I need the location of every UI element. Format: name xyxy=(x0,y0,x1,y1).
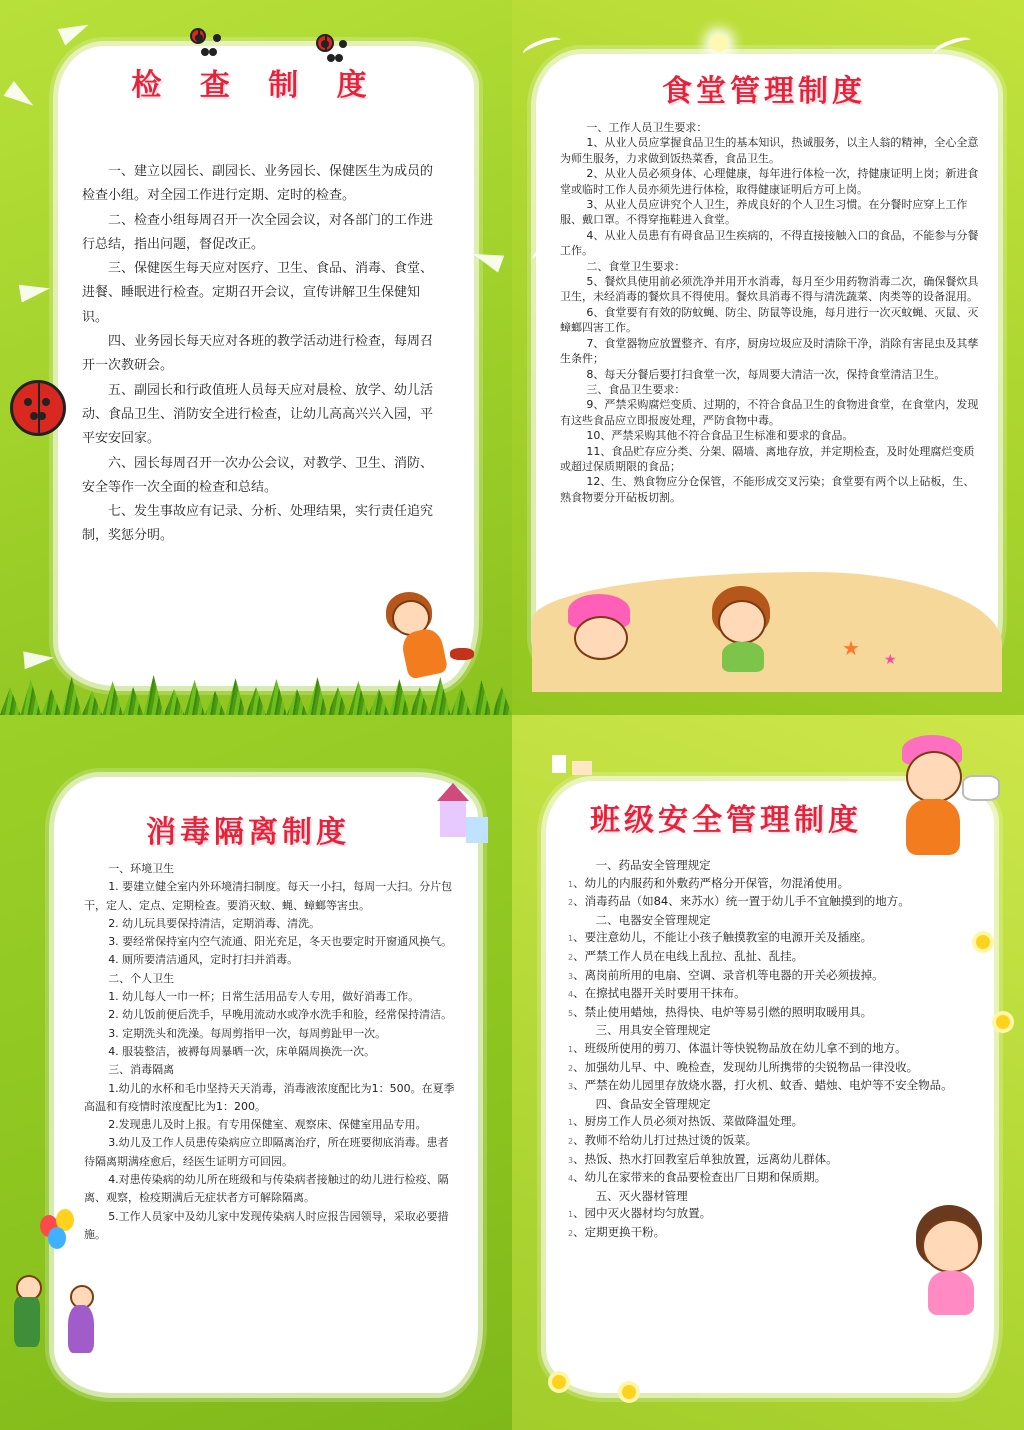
rule-paragraph: 4.对患传染病的幼儿所在班级和与传染病者接触过的幼儿进行检疫、隔离、观察，检疫期满后无症状者方可解除隔离。 xyxy=(84,1173,449,1205)
flower-icon xyxy=(996,1015,1010,1029)
rule-paragraph: 2.发现患儿及时上报。有专用保健室、观察床、保健室用品专用。 xyxy=(108,1118,427,1132)
windmill-icon xyxy=(552,755,566,773)
section-heading: 一、药品安全管理规定 xyxy=(595,858,711,872)
rule-paragraph: 5.工作人员家中及幼儿家中发现传染病人时应报告园领导，采取必要措施。 xyxy=(84,1209,449,1241)
ladybug-icon xyxy=(190,28,206,44)
rule-paragraph: 9、严禁采购腐烂变质、过期的，不符合食品卫生的食物进食堂，在食堂内，发现有这些食品应立即报废处理，严防食物中毒。 xyxy=(560,398,979,427)
family-icon xyxy=(10,1275,100,1375)
house-icon xyxy=(466,817,488,843)
rule-paragraph: 11、食品贮存应分类、分架、隔墙、离地存放，并定期检查，及时处理腐烂变质或超过保质期限的食品； xyxy=(560,444,975,473)
rule-paragraph: 1. 幼儿每人一巾一杯；日常生活用品专人专用，做好消毒工作。 xyxy=(108,990,420,1004)
ladybug-icon xyxy=(316,34,334,52)
rule-item: 3、热饭、热水打回教室后单独放置，远离幼儿群体。 xyxy=(568,1151,838,1166)
rule-paragraph: 2、从业人员必须身体、心理健康，每年进行体检一次，持健康证明上岗；新进食堂或临时工作人员亦须先进行体检，取得健康证明后方可上岗。 xyxy=(560,167,979,196)
rule-paragraph: 4. 服装整洁，被褥每周暴晒一次，床单隔周换洗一次。 xyxy=(108,1044,376,1058)
rule-paragraph: 6、食堂要有有效的防蚊蝇、防尘、防鼠等设施，每月进行一次灭蚊蝇、灭鼠、灭蟑螂四害工作。 xyxy=(560,305,979,335)
paper-plane-icon xyxy=(470,245,504,272)
rule-item: 1、要注意幼儿，不能让小孩子触摸教室的电源开关及插座。 xyxy=(568,930,873,945)
rule-paragraph: 3、从业人员应讲究个人卫生，养成良好的个人卫生习惯。在分餐时应穿上工作服、戴口罩。不得穿拖鞋进入食堂。 xyxy=(560,198,968,227)
rule-paragraph: 5、餐炊具使用前必须洗净并用开水消毒，每月至少用药物消毒二次，确保餐炊具卫生，未经消毒的餐炊具不得使用。餐炊具消毒不得与清洗蔬菜、肉类等的设备混用。 xyxy=(560,275,979,304)
rule-paragraph: 3. 要经常保持室内空气流通、阳光充足，冬天也要定时开窗通风换气。 xyxy=(108,935,453,949)
rule-paragraph: 一、建立以园长、副园长、业务园长、保健医生为成员的检查小组。对全园工作进行定期、定时的检查。 xyxy=(82,164,434,204)
ladybug-icon xyxy=(10,380,66,436)
rule-paragraph: 3.幼儿及工作人员患传染病应立即隔离治疗，所在班要彻底消毒。患者待隔离期满痊愈后，经医生证明方可回园。 xyxy=(84,1136,449,1168)
rule-item: 2、严禁工作人员在电线上乱拉、乱扯、乱挂。 xyxy=(568,948,804,963)
rule-paragraph: 三、保健医生每天应对医疗、卫生、食品、消毒、食堂、进餐、睡眠进行检查。定期召开会议，宣传讲解卫生保健知识。 xyxy=(82,261,434,325)
paper-plane-icon xyxy=(23,649,54,670)
rule-paragraph: 1.幼儿的水杯和毛巾坚持天天消毒，消毒液浓度配比为1：500。在夏季高温和有疫情时浓度配比为1：200。 xyxy=(84,1081,455,1113)
starfish-icon: ★ xyxy=(884,652,897,668)
panel-class-safety-rules xyxy=(512,715,1024,1430)
section-heading: 五、灭火器材管理 xyxy=(595,1188,688,1203)
flower-icon xyxy=(552,1375,566,1389)
balloons-icon xyxy=(48,1227,66,1249)
seagull-icon xyxy=(521,34,563,61)
house-icon xyxy=(437,783,469,801)
rule-paragraph: 一、工作人员卫生要求： xyxy=(586,121,708,134)
rule-paragraph: 7、食堂器物应放置整齐、有序，厨房垃圾应及时清除干净，消除有害昆虫及其孳生条件； xyxy=(560,336,979,366)
rule-item: 2、消毒药品（如84、来苏水）统一置于幼儿手不宜触摸到的地方。 xyxy=(568,894,910,909)
rule-item: 4、幼儿在家带来的食品要检查出厂日期和保质期。 xyxy=(568,1170,827,1185)
rule-item: 1、厨房工作人员必须对热饭、菜做降温处理。 xyxy=(568,1114,804,1129)
flower-icon xyxy=(622,1385,636,1399)
page-title: 食堂管理制度 xyxy=(662,74,866,109)
rule-paragraph: 六、园长每周召开一次办公会议，对教学、卫生、消防、安全等作一次全面的检查和总结。 xyxy=(82,455,434,495)
rule-item: 3、离岗前所用的电扇、空调、录音机等电器的开关必须拔掉。 xyxy=(568,967,884,982)
rule-paragraph: 四、业务园长每天应对各班的教学活动进行检查，每周召开一次教研会。 xyxy=(82,334,434,374)
house-icon xyxy=(440,801,466,837)
rule-paragraph: 3. 定期洗头和洗澡。每周剪指甲一次，每周剪趾甲一次。 xyxy=(108,1026,387,1040)
rule-item: 1、园中灭火器材均匀放置。 xyxy=(568,1206,712,1221)
rule-paragraph: 4. 厕所要清洁通风，定时打扫并消毒。 xyxy=(108,953,299,967)
rule-item: 4、在擦拭电器开关时要用干抹布。 xyxy=(568,986,746,1001)
rule-paragraph: 二、个人卫生 xyxy=(108,971,175,985)
section-heading: 三、用具安全管理规定 xyxy=(595,1023,711,1038)
kids-playing-icon xyxy=(562,586,782,696)
rules-text xyxy=(568,857,986,1242)
rule-item: 1、班级所使用的剪刀、体温计等快锐物品放在幼儿拿不到的地方。 xyxy=(568,1040,907,1055)
rule-paragraph: 五、副园长和行政值班人员每天应对晨检、放学、幼儿活动、食品卫生、消防安全进行检查，让幼儿高高兴兴入园，平平安安回家。 xyxy=(82,382,434,447)
rule-paragraph: 4、从业人员患有有碍食品卫生疾病的，不得直接接触入口的食品，不能参与分餐工作。 xyxy=(560,228,979,258)
rule-paragraph: 二、食堂卫生要求： xyxy=(586,259,686,273)
paper-plane-icon xyxy=(58,17,93,46)
rules-text xyxy=(82,160,434,549)
rule-paragraph: 三、食品卫生要求： xyxy=(586,382,686,396)
panel-disinfection-rules xyxy=(0,715,512,1430)
rule-paragraph: 12、生、熟食物应分仓保管，不能形成交叉污染；食堂要有两个以上砧板，生、熟食物要分开砧板切割。 xyxy=(560,475,975,504)
running-girl-icon xyxy=(380,590,490,700)
rule-item: 1、幼儿的内服药和外敷药严格分开保管，勿混淆使用。 xyxy=(568,875,850,890)
page-title: 消毒隔离制度 xyxy=(146,815,350,850)
rule-item: 2、教师不给幼儿打过热过烫的饭菜。 xyxy=(568,1132,758,1147)
rule-paragraph: 2. 幼儿玩具要保持清洁，定期消毒、清洗。 xyxy=(108,916,321,930)
paper-plane-icon xyxy=(19,280,52,303)
rule-paragraph: 三、消毒隔离 xyxy=(108,1063,175,1077)
rule-paragraph: 七、发生事故应有记录、分析、处理结果，实行责任追究制，奖惩分明。 xyxy=(82,504,434,544)
rule-paragraph: 10、严禁采购其他不符合食品卫生标准和要求的食品。 xyxy=(586,429,854,443)
rule-paragraph: 2. 幼儿饭前便后洗手，早晚用流动水或净水洗手和脸，经常保持清洁。 xyxy=(108,1008,453,1022)
rule-item: 2、加强幼儿早、中、晚检查，发现幼儿所携带的尖锐物品一律没收。 xyxy=(568,1059,919,1074)
sun-icon xyxy=(710,34,728,52)
starfish-icon: ★ xyxy=(842,636,860,660)
rule-paragraph: 一、环境卫生 xyxy=(108,862,175,875)
section-heading: 二、电器安全管理规定 xyxy=(595,912,711,927)
rules-text xyxy=(84,860,456,1244)
rule-paragraph: 二、检查小组每周召开一次全园会议，对各部门的工作进行总结，指出问题，督促改正。 xyxy=(82,212,434,252)
panel-inspection-rules xyxy=(0,0,512,715)
rule-item: 3、严禁在幼儿园里存放烧水器，打火机、蚊香、蜡烛、电炉等不安全物品。 xyxy=(568,1078,953,1093)
panel-canteen-rules xyxy=(512,0,1024,715)
rules-text xyxy=(560,120,980,505)
girl-megaphone-icon xyxy=(892,735,1002,865)
rule-item: 2、定期更换干粉。 xyxy=(568,1224,666,1239)
house-icon xyxy=(572,761,592,775)
rule-paragraph: 8、每天分餐后要打扫食堂一次，每周要大清洁一次，保持食堂清洁卫生。 xyxy=(586,367,946,381)
rule-item: 5、禁止使用蜡烛，热得快、电炉等易引燃的照明取暖用具。 xyxy=(568,1004,873,1019)
page-title: 检 查 制 度 xyxy=(131,68,381,103)
rule-paragraph: 1. 要建立健全室内外环境清扫制度。每天一小扫，每周一大扫。分片包干，定人、定点、定期检查。要消灭蚊、蝇、蟑螂等害虫。 xyxy=(84,880,453,912)
rule-paragraph: 1、从业人员应掌握食品卫生的基本知识，热诚服务，以主人翁的精神，全心全意为师生服务，力求做到饭热菜香，食品卫生。 xyxy=(560,136,979,165)
page-title: 班级安全管理制度 xyxy=(590,803,862,838)
section-heading: 四、食品安全管理规定 xyxy=(595,1096,711,1111)
